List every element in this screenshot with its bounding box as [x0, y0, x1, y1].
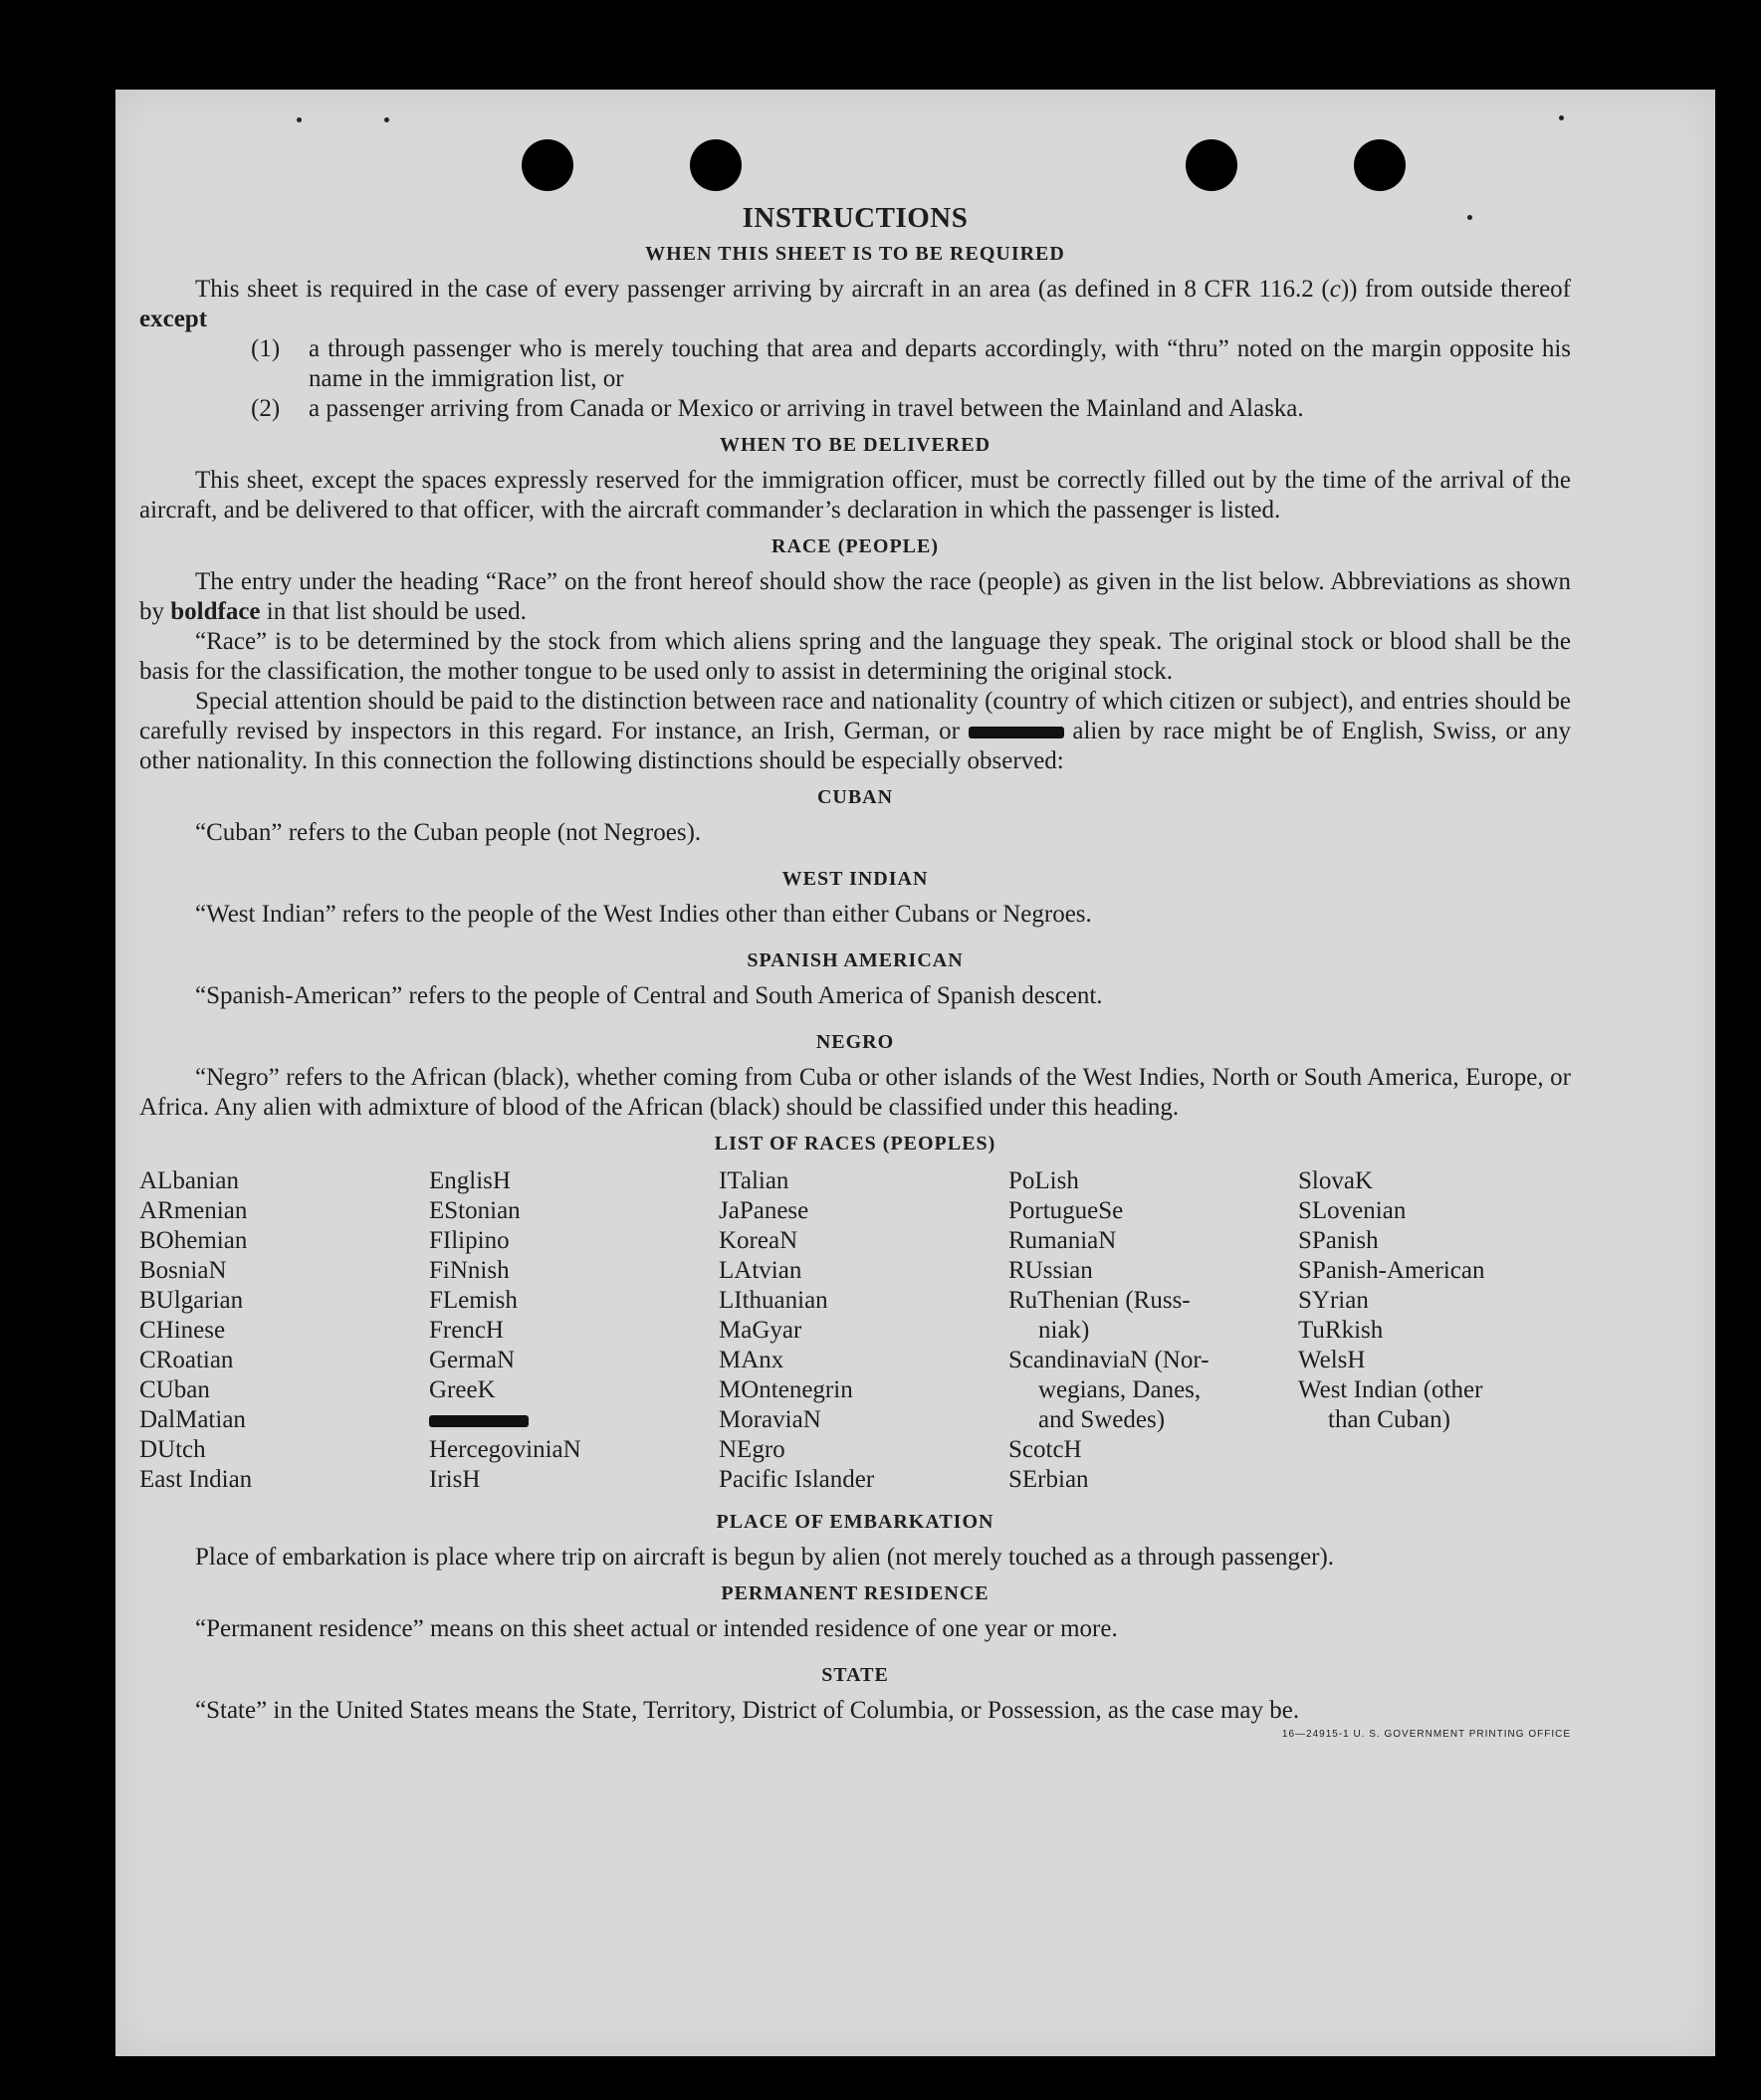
page-title: INSTRUCTIONS: [742, 202, 969, 234]
race-entry: DalMatian: [139, 1406, 246, 1433]
race-entry: WelsH: [1298, 1347, 1366, 1373]
race-entry: SPanish: [1298, 1227, 1379, 1254]
section-heading-spanish-american: SPANISH AMERICAN: [747, 949, 964, 971]
exception-text: a through passenger who is merely touching that area and departs accordingly, with “thru” noted on the margin opposite his name in the immigration list, or: [309, 335, 1571, 392]
race-entry: BOhemian: [139, 1227, 248, 1254]
printer-imprint: 16—24915-1 U. S. GOVERNMENT PRINTING OFFICE: [1281, 1729, 1571, 1740]
race-entry: IrisH: [429, 1466, 481, 1493]
race-entry: LAtvian: [719, 1257, 802, 1284]
state-text: “State” in the United States means the State, Territory, District of Columbia, or Possession, as the case may be.: [195, 1697, 1300, 1724]
paper-speck: [297, 117, 302, 122]
race-entry: ALbanian: [139, 1167, 239, 1194]
race-entry: NEgro: [719, 1436, 785, 1463]
exception-number: (1): [251, 335, 281, 362]
section-heading-residence: PERMANENT RESIDENCE: [721, 1582, 990, 1604]
race-entry: GreeK: [429, 1376, 496, 1403]
race-entry: SYrian: [1298, 1287, 1369, 1314]
exception-number: (2): [251, 395, 281, 422]
punch-hole: [1354, 139, 1406, 191]
race-entry: CHinese: [139, 1317, 226, 1344]
required-intro: [139, 275, 1571, 334]
section-heading-embarkation: PLACE OF EMBARKATION: [716, 1511, 994, 1533]
race-entry: FrencH: [429, 1317, 504, 1344]
section-heading-race-list: LIST OF RACES (PEOPLES): [714, 1133, 996, 1155]
intro-text-tail: )) from outside thereof: [1340, 276, 1571, 303]
embarkation-text: Place of embarkation is place where trip on aircraft is begun by alien (not merely touched as a through passenger).: [195, 1544, 1335, 1571]
race-column: [139, 1166, 429, 1495]
section-heading-required: WHEN THIS SHEET IS TO BE REQUIRED: [645, 243, 1065, 265]
punch-hole: [522, 139, 573, 191]
race-list: [139, 1166, 1571, 1495]
race-entry: niak): [1038, 1317, 1090, 1344]
exception-item: [251, 394, 1571, 424]
race-column: [1008, 1166, 1298, 1495]
race-paragraph-3: [139, 687, 1571, 776]
race-entry: ARmenian: [139, 1197, 248, 1224]
race-p1-boldface: boldface: [170, 598, 261, 625]
race-entry: East Indian: [139, 1466, 253, 1493]
race-entry: ScandinaviaN (Nor-: [1008, 1347, 1210, 1373]
race-entry: FLemish: [429, 1287, 518, 1314]
punch-hole: [690, 139, 742, 191]
race-entry: SErbian: [1008, 1466, 1089, 1493]
intro-subsection: c: [1329, 276, 1341, 303]
redaction-mark: [429, 1415, 529, 1427]
race-p1-tail: in that list should be used.: [260, 598, 527, 625]
section-heading-west-indian: WEST INDIAN: [781, 868, 929, 890]
intro-text: This sheet is required in the case of every passenger arriving by aircraft in an area (as defined in 8 CFR 116.2 (: [195, 276, 1330, 303]
document-sheet: [115, 90, 1715, 2056]
section-heading-negro: NEGRO: [815, 1031, 895, 1053]
west-indian-text: “West Indian” refers to the people of the West Indies other than either Cubans or Negroes.: [195, 901, 1092, 928]
exception-text: a passenger arriving from Canada or Mexico or arriving in travel between the Mainland and Alaska.: [309, 395, 1304, 422]
race-paragraph-1: [139, 567, 1571, 627]
race-entry: PortugueSe: [1008, 1197, 1124, 1224]
race-entry: MaGyar: [719, 1317, 802, 1344]
race-entry: SLovenian: [1298, 1197, 1407, 1224]
race-entry: ITalian: [719, 1167, 789, 1194]
redaction-mark: [969, 727, 1064, 738]
race-entry: HercegoviniaN: [429, 1436, 581, 1463]
punch-hole: [1186, 139, 1237, 191]
race-entry: and Swedes): [1038, 1406, 1166, 1433]
race-entry: than Cuban): [1328, 1406, 1450, 1433]
race-entry: JaPanese: [719, 1197, 809, 1224]
race-entry: GermaN: [429, 1347, 516, 1373]
delivered-text: This sheet, except the spaces expressly reserved for the immigration officer, must be correctly filled out by the time of the arrival of the aircraft, and be delivered to that officer, with the aircraft commander’s declaration in which the passenger is listed.: [139, 467, 1571, 524]
section-heading-cuban: CUBAN: [816, 786, 894, 808]
race-p3-tail: alien by race might be of English, Swiss, or any other nationality. In this connection the following distinctions should be especially observed:: [139, 718, 1572, 774]
race-column: [1298, 1166, 1588, 1495]
race-entry: MoraviaN: [719, 1406, 821, 1433]
negro-text: “Negro” refers to the African (black), whether coming from Cuba or other islands of the West Indies, North or South America, Europe, or Africa. Any alien with admixture of blood of the African (black) should be classified under this heading.: [139, 1064, 1571, 1121]
race-entry: RumaniaN: [1008, 1227, 1117, 1254]
section-heading-delivered: WHEN TO BE DELIVERED: [719, 434, 991, 456]
race-column: [719, 1166, 1008, 1495]
instructions-body: [139, 201, 1571, 1750]
paper-speck: [1559, 115, 1564, 120]
race-entry: SPanish-American: [1298, 1257, 1485, 1284]
paper-speck: [384, 117, 389, 122]
race-entry: FiNnish: [429, 1257, 510, 1284]
race-p3-text: Special attention should be paid to the distinction between race and nationality (country of which citizen or subject), and entries should be carefully revised by inspectors in this regard. For instance, an Irish, German, or: [139, 688, 1571, 744]
cuban-text: “Cuban” refers to the Cuban people (not Negroes).: [195, 819, 702, 846]
race-entry: ScotcH: [1008, 1436, 1082, 1463]
race-entry: LIthuanian: [719, 1287, 828, 1314]
residence-text: “Permanent residence” means on this sheet actual or intended residence of one year or more.: [195, 1615, 1118, 1642]
race-entry: RUssian: [1008, 1257, 1093, 1284]
race-entry: KoreaN: [719, 1227, 798, 1254]
section-heading-state: STATE: [821, 1664, 889, 1686]
race-paragraph-2: “Race” is to be determined by the stock from which aliens spring and the language they speak. The original stock or blood shall be the basis for the classification, the mother tongue to be used only to assist in determining the original stock.: [139, 628, 1571, 685]
race-entry: MOntenegrin: [719, 1376, 853, 1403]
race-column: [429, 1166, 719, 1495]
race-entry: BUlgarian: [139, 1287, 244, 1314]
exception-item: [251, 334, 1571, 394]
race-entry: PoLish: [1008, 1167, 1079, 1194]
race-entry: RuThenian (Russ-: [1008, 1287, 1191, 1314]
race-entry: SlovaK: [1298, 1167, 1373, 1194]
section-heading-race: RACE (PEOPLE): [771, 535, 939, 557]
race-entry: wegians, Danes,: [1038, 1376, 1202, 1403]
race-entry: Pacific Islander: [719, 1466, 875, 1493]
race-entry: EnglisH: [429, 1167, 511, 1194]
intro-except: except: [139, 306, 208, 332]
race-p1-text: The entry under the heading “Race” on the front hereof should show the race (people) as given in the list below. Abbreviations as shown by: [139, 568, 1571, 625]
race-entry: MAnx: [719, 1347, 784, 1373]
race-entry: FIlipino: [429, 1227, 510, 1254]
race-entry: TuRkish: [1298, 1317, 1384, 1344]
race-entry: DUtch: [139, 1436, 206, 1463]
race-entry: CUban: [139, 1376, 210, 1403]
race-entry: CRoatian: [139, 1347, 234, 1373]
spanish-american-text: “Spanish-American” refers to the people of Central and South America of Spanish descent.: [195, 982, 1103, 1009]
race-entry: West Indian (other: [1298, 1376, 1483, 1403]
race-entry: BosniaN: [139, 1257, 227, 1284]
race-entry: EStonian: [429, 1197, 521, 1224]
race-entry-redacted: [429, 1405, 719, 1435]
